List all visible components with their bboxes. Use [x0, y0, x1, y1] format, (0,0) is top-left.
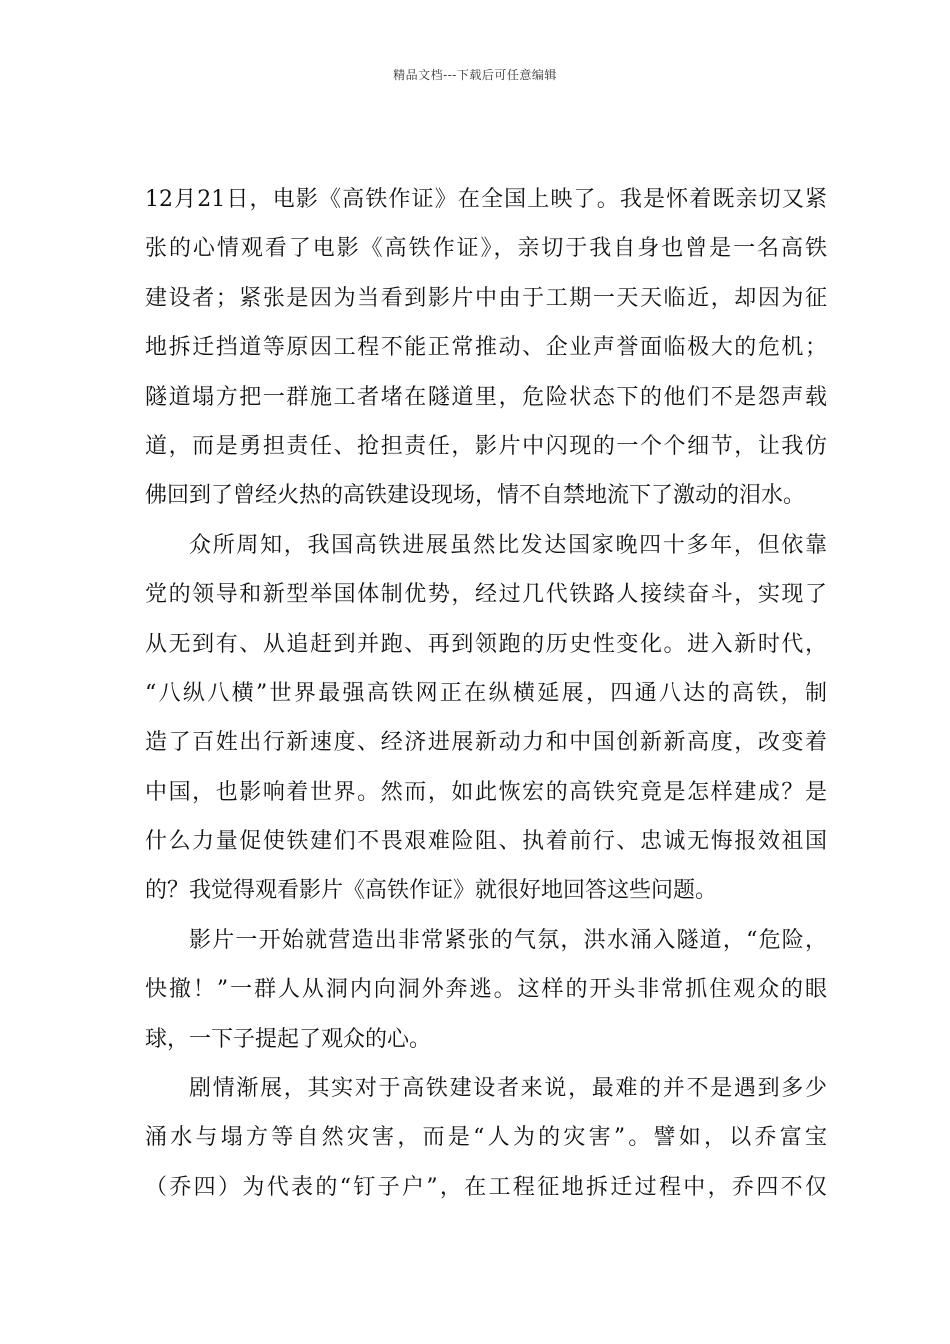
article-body — [145, 180, 827, 1217]
text-line: 建设者；紧张是因为当看到影片中由于工期一天天临近，却因为征 — [145, 285, 827, 311]
text-line: 党的领导和新型举国体制优势，经过几代铁路人接续奋斗，实现了 — [145, 582, 827, 608]
text-line: 佛回到了曾经火热的高铁建设现场，情不自禁地流下了激动的泪水。 — [145, 483, 806, 509]
text-line: 地拆迁挡道等原因工程不能正常推动、企业声誉面临极大的危机； — [145, 335, 827, 361]
text-line: 造了百姓出行新速度、经济进展新动力和中国创新新高度，改变着 — [145, 730, 827, 756]
text-line: （乔四）为代表的“钉子户”，在工程征地拆迁过程中，乔四不仅 — [145, 1174, 827, 1200]
text-line: 12月21日，电影《高铁作证》在全国上映了。我是怀着既亲切又紧 — [145, 187, 827, 212]
text-line: 什么力量促使铁建们不畏艰难险阻、执着前行、忠诚无悔报效祖国 — [145, 829, 827, 855]
text-line: 影片一开始就营造出非常紧张的气氛，洪水涌入隧道，“危险， — [189, 927, 827, 953]
text-line: 张的心情观看了电影《高铁作证》，亲切于我自身也曾是一名高铁 — [145, 236, 827, 262]
text-line: 涌水与塌方等自然灾害，而是“人为的灾害”。譬如，以乔富宝 — [145, 1125, 827, 1151]
text-line: 隧道塌方把一群施工者堵在隧道里，危险状态下的他们不是怨声载 — [145, 384, 827, 410]
text-line: 剧情渐展，其实对于高铁建设者来说，最难的并不是遇到多少 — [189, 1076, 827, 1102]
text-line: 中国，也影响着世界。然而，如此恢宏的高铁究竟是怎样建成？是 — [145, 779, 827, 805]
text-line: 从无到有、从追赶到并跑、再到领跑的历史性变化。进入新时代， — [145, 631, 827, 657]
text-line: 的？我觉得观看影片《高铁作证》就很好地回答这些问题。 — [145, 878, 718, 904]
text-line: “八纵八横”世界最强高铁网正在纵横延展，四通八达的高铁，制 — [145, 680, 827, 706]
text-line: 快撤！”一群人从洞内向洞外奔逃。这样的开头非常抓住观众的眼 — [145, 977, 827, 1003]
page-header: 精品文档---下载后可任意编辑 — [393, 68, 557, 82]
text-line: 众所周知，我国高铁进展虽然比发达国家晚四十多年，但依靠 — [189, 532, 827, 558]
text-line: 道，而是勇担责任、抢担责任，影片中闪现的一个个细节，让我仿 — [145, 433, 827, 459]
text-line: 球，一下子提起了观众的心。 — [145, 1026, 432, 1052]
